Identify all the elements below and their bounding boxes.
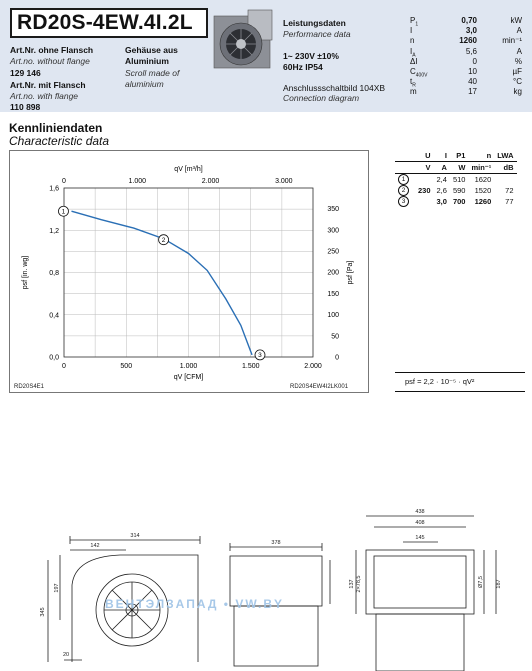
performance-symbol: $t_R$ xyxy=(410,77,416,89)
performance-value: 3,0 xyxy=(465,26,477,36)
y-tick-label: 1,2 xyxy=(49,227,59,235)
point-marker-icon: 3 xyxy=(398,196,409,207)
top-tick-label: 0 xyxy=(62,178,66,185)
perf-table-cell: 77 xyxy=(505,197,514,206)
dimension-label: 314 xyxy=(130,533,140,539)
top-tick-label: 2.000 xyxy=(201,178,220,185)
point-marker-icon: 2 xyxy=(398,185,409,196)
x-tick-label: 1.500 xyxy=(241,363,260,370)
performance-row xyxy=(410,67,522,77)
point-marker-icon: 1 xyxy=(398,174,409,185)
x-axis-label: qV [CFM] xyxy=(173,374,204,381)
point-marker-label: 3 xyxy=(258,352,262,360)
performance-unit: µF xyxy=(512,67,522,76)
perf-table-row xyxy=(395,185,517,196)
perf-table-header: P1 xyxy=(456,151,466,160)
perf-table-cell: 1520 xyxy=(474,186,492,195)
perf-table-unit: V xyxy=(425,163,431,172)
performance-row xyxy=(410,16,522,26)
performance-row xyxy=(410,77,522,87)
dimension-label: 345 xyxy=(40,607,46,617)
perf-table-header-row xyxy=(395,150,517,162)
dimension-label: 137 xyxy=(349,579,355,589)
perf-table-cell xyxy=(415,174,434,186)
section-subtitle: Characteristic data xyxy=(9,134,110,148)
y-right-tick-label: 250 xyxy=(327,248,339,256)
y-right-tick-label: 100 xyxy=(327,312,339,320)
performance-symbol: $C_{400V}$ xyxy=(410,67,428,79)
performance-symbol: $I_A$ xyxy=(410,46,416,59)
performance-row xyxy=(410,36,522,46)
perf-table-cell: 700 xyxy=(452,197,466,206)
perf-table-cell xyxy=(494,174,516,186)
performance-symbol: I xyxy=(410,26,413,36)
perf-table-wrap xyxy=(395,150,525,207)
top-tick-label: 3.000 xyxy=(275,178,293,185)
x-tick-label: 2.000 xyxy=(304,363,322,370)
perf-table-header: n xyxy=(486,151,492,160)
performance-title-en: Performance data xyxy=(283,29,351,39)
y-right-tick-label: 0 xyxy=(335,354,339,362)
characteristic-chart xyxy=(9,150,369,393)
dimension-labels xyxy=(40,509,502,658)
top-tick-label: 1.000 xyxy=(128,178,147,185)
x-tick-label: 500 xyxy=(120,363,133,370)
y-tick-label: 0,4 xyxy=(49,312,59,320)
y-tick-label: 0,8 xyxy=(49,270,59,277)
perf-table-header: U xyxy=(425,151,431,160)
perf-table-id-cell xyxy=(395,162,415,174)
dimension-label: 20 xyxy=(62,652,70,658)
performance-value: 1260 xyxy=(459,36,477,46)
performance-symbol: $P_1$ xyxy=(410,16,419,28)
perf-table-cell: 510 xyxy=(452,175,466,184)
flow-formula: psf = 2,2 · 10⁻⁵ · qV² xyxy=(405,377,475,386)
perf-table-cell: 3,0 xyxy=(436,197,447,206)
back-view-drawing xyxy=(356,516,496,671)
performance-unit: °C xyxy=(513,77,522,87)
y-right-tick-label: 300 xyxy=(327,227,339,235)
y-right-tick-label: 150 xyxy=(327,290,339,298)
perf-table-header: LWA xyxy=(497,151,514,160)
dimension-label: 145 xyxy=(415,535,425,541)
y-right-tick-label: 350 xyxy=(327,206,339,214)
point-marker-label: 1 xyxy=(61,208,66,216)
y-right-tick-label: 50 xyxy=(331,333,339,341)
art-no-with-flange-label-en: Art.no. with flange xyxy=(10,91,79,101)
dimension-drawings xyxy=(0,500,532,671)
performance-unit: kW xyxy=(510,16,522,25)
perf-table-id xyxy=(395,185,415,196)
performance-row xyxy=(410,26,522,36)
frequency-ip: 60Hz IP54 xyxy=(283,62,323,72)
point-marker-label: 2 xyxy=(161,237,166,244)
fan-photo xyxy=(208,6,278,74)
perf-table-cell: 1260 xyxy=(474,197,492,206)
performance-unit: A xyxy=(516,26,522,36)
performance-unit: min⁻¹ xyxy=(502,36,522,46)
perf-table-cell: 1620 xyxy=(474,175,492,184)
perf-table-row xyxy=(395,196,517,207)
perf-table-cell: 72 xyxy=(505,186,514,195)
perf-table-cell: 2,6 xyxy=(436,186,447,195)
performance-symbol: m xyxy=(410,87,417,97)
y-right-axis-label: psf [Pa] xyxy=(347,260,354,285)
watermark: ВЕНТЭЛЗАПАД • VW.BY xyxy=(105,597,285,611)
formula-rule xyxy=(395,372,525,373)
perf-table-id-cell xyxy=(395,150,415,162)
performance-row xyxy=(410,57,522,67)
perf-table-unit: min⁻¹ xyxy=(471,163,492,172)
perf-table-units-row xyxy=(395,162,517,174)
performance-row xyxy=(410,47,522,57)
dimension-label: 408 xyxy=(415,520,425,526)
x-tick-label: 1.000 xyxy=(179,363,198,370)
performance-symbol: n xyxy=(410,36,415,46)
dimension-label: 142 xyxy=(90,543,100,549)
performance-value: 10 xyxy=(468,67,477,76)
performance-unit: kg xyxy=(513,87,522,97)
performance-title: Leistungsdaten xyxy=(283,18,346,28)
y-tick-label: 1,6 xyxy=(49,185,59,193)
performance-value: 40 xyxy=(468,77,477,87)
top-axis-label: qV [m³/h] xyxy=(174,166,203,173)
perf-table-header: I xyxy=(444,151,447,160)
dimension-label: 197 xyxy=(54,583,60,593)
dimension-label: 378 xyxy=(271,540,281,546)
voltage-rating: 1~ 230V ±10% xyxy=(283,51,339,61)
perf-table xyxy=(395,150,517,207)
perf-table-cell: 230 xyxy=(418,186,431,195)
section-title: Kennliniendaten xyxy=(9,121,103,135)
perf-table-id xyxy=(395,196,415,207)
x-tick-label: 0 xyxy=(62,363,66,370)
art-no-without-flange-label: Art.Nr. ohne Flansch xyxy=(10,45,94,55)
y-right-tick-label: 200 xyxy=(327,269,339,277)
performance-unit: % xyxy=(514,56,522,66)
performance-unit: A xyxy=(516,46,522,56)
performance-row xyxy=(410,87,522,97)
wiring-label: Anschlussschaltbild 104XB xyxy=(283,83,386,93)
perf-table-unit: A xyxy=(441,163,447,172)
perf-table-row xyxy=(395,174,517,186)
art-no-without-flange-label-en: Art.no. without flange xyxy=(10,56,90,66)
wiring-label-en: Connection diagram xyxy=(283,93,360,103)
perf-table-unit: W xyxy=(458,163,466,172)
housing-en-1: Scroll made of xyxy=(125,68,180,78)
performance-value: 0,70 xyxy=(461,16,477,25)
chart-footer-right: RD20S4EW4I2LK001 xyxy=(290,384,349,390)
performance-value: 0 xyxy=(472,56,477,66)
art-no-with-flange-label: Art.Nr. mit Flansch xyxy=(10,80,86,90)
formula-rule-bottom xyxy=(395,391,525,392)
perf-table-id xyxy=(395,174,415,186)
dimension-label: 187 xyxy=(496,579,502,589)
dimension-label: Ø7,5 xyxy=(478,576,484,588)
performance-value: 5,6 xyxy=(465,46,477,56)
perf-table-unit: dB xyxy=(503,163,514,172)
perf-table-cell: 590 xyxy=(452,186,466,195)
perf-table-cell: 2,4 xyxy=(436,175,447,184)
perf-table-cell xyxy=(415,196,434,207)
dimension-label: 2×78,5 xyxy=(356,575,362,593)
housing-en-2: aluminium xyxy=(125,79,164,89)
model-title: RD20S-4EW.4I.2L xyxy=(17,11,193,34)
performance-value: 17 xyxy=(468,87,477,97)
series-line xyxy=(72,211,253,355)
housing-material: Aluminium xyxy=(125,56,169,66)
performance-symbol: ΔI xyxy=(410,56,418,66)
y-axis-label: psf [in. wg] xyxy=(22,255,29,290)
chart-footer-left: RD20S4E1 xyxy=(14,384,45,390)
art-no-with-flange: 110 898 xyxy=(10,102,41,112)
housing-label: Gehäuse aus xyxy=(125,45,178,55)
art-no-without-flange: 129 146 xyxy=(10,68,41,78)
y-tick-label: 0,0 xyxy=(49,354,59,362)
dimension-label: 438 xyxy=(415,509,425,515)
